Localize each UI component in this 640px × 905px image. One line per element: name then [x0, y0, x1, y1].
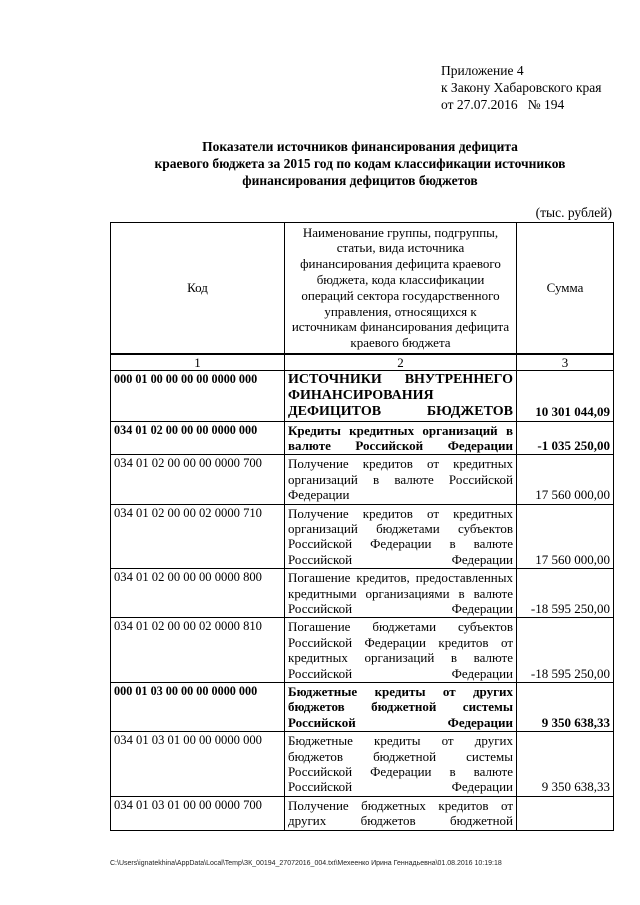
row-amount [517, 796, 614, 830]
file-path-footer: C:\Users\ignatekhina\AppData\Local\Temp\ЗК_00194_27072016_004.txt\Мехеенко Ирина Геннадьевна\01.08.2016 10:19:18 [110, 860, 502, 867]
table-row [111, 455, 614, 504]
row-code: 000 01 03 00 00 00 0000 000 [111, 683, 285, 732]
row-amount: 9 350 638,33 [517, 732, 614, 797]
row-name: Бюджетные кредиты от других бюджетов бюджетной системы Российской Федерации [285, 683, 517, 732]
row-amount: 17 560 000,00 [517, 455, 614, 504]
row-name: Погашение кредитов, предоставленных кредитными организациями в валюте Российской Федерации [285, 569, 517, 618]
column-number-1: 1 [111, 354, 285, 371]
title-line-1: Показатели источников финансирования дефицита [202, 139, 518, 154]
row-name: Погашение бюджетами субъектов Российской Федерации кредитов от кредитных организаций в валюте Российской Федерации [285, 618, 517, 683]
row-amount: 9 350 638,33 [517, 683, 614, 732]
row-amount: 17 560 000,00 [517, 504, 614, 569]
header-amount: Сумма [517, 223, 614, 354]
table-row [111, 569, 614, 618]
row-name: ИСТОЧНИКИ ВНУТРЕННЕГО ФИНАНСИРОВАНИЯ ДЕФИЦИТОВ БЮДЖЕТОВ [285, 370, 517, 421]
table-row [111, 683, 614, 732]
units-label: (тыс. рублей) [535, 205, 612, 220]
header-code: Код [111, 223, 285, 354]
row-name: Получение кредитов от кредитных организаций в валюте Российской Федерации [285, 455, 517, 504]
appendix-note [441, 62, 602, 113]
table-row [111, 370, 614, 421]
column-number-3: 3 [517, 354, 614, 371]
table-header-row [111, 223, 614, 354]
document-title [100, 138, 620, 189]
column-number-2: 2 [285, 354, 517, 371]
row-name: Получение кредитов от кредитных организаций бюджетами субъектов Российской Федерации в валюте Российской Федерации [285, 504, 517, 569]
table-row [111, 732, 614, 797]
row-code: 034 01 02 00 00 02 0000 810 [111, 618, 285, 683]
row-code: 000 01 00 00 00 00 0000 000 [111, 370, 285, 421]
title-line-3: финансирования дефицитов бюджетов [242, 173, 478, 188]
row-code: 034 01 02 00 00 00 0000 000 [111, 421, 285, 455]
appendix-line-2: к Закону Хабаровского края [441, 80, 602, 95]
appendix-line-1: Приложение 4 [441, 63, 524, 78]
row-code: 034 01 02 00 00 00 0000 700 [111, 455, 285, 504]
table-row [111, 796, 614, 830]
row-code: 034 01 03 01 00 00 0000 700 [111, 796, 285, 830]
column-numbers-row [111, 354, 614, 371]
table-row [111, 421, 614, 455]
row-code: 034 01 02 00 00 02 0000 710 [111, 504, 285, 569]
financing-table [110, 222, 614, 831]
appendix-line-3: от 27.07.2016 № 194 [441, 97, 565, 112]
row-name: Получение бюджетных кредитов от других бюджетов бюджетной [285, 796, 517, 830]
table-row [111, 504, 614, 569]
table-row [111, 618, 614, 683]
row-code: 034 01 03 01 00 00 0000 000 [111, 732, 285, 797]
row-amount: -1 035 250,00 [517, 421, 614, 455]
row-name: Бюджетные кредиты от других бюджетов бюджетной системы Российской Федерации в валюте Российской Федерации [285, 732, 517, 797]
row-amount: -18 595 250,00 [517, 569, 614, 618]
header-name: Наименование группы, подгруппы, статьи, вида источника финансирования дефицита краевого бюджета, кода классификации операций сектора государственного управления, относящихся к источникам финансирования дефицита краевого бюджета [285, 223, 517, 354]
title-line-2: краевого бюджета за 2015 год по кодам классификации источников [154, 156, 566, 171]
row-code: 034 01 02 00 00 00 0000 800 [111, 569, 285, 618]
row-amount: -18 595 250,00 [517, 618, 614, 683]
row-name: Кредиты кредитных организаций в валюте Российской Федерации [285, 421, 517, 455]
row-amount: 10 301 044,09 [517, 370, 614, 421]
